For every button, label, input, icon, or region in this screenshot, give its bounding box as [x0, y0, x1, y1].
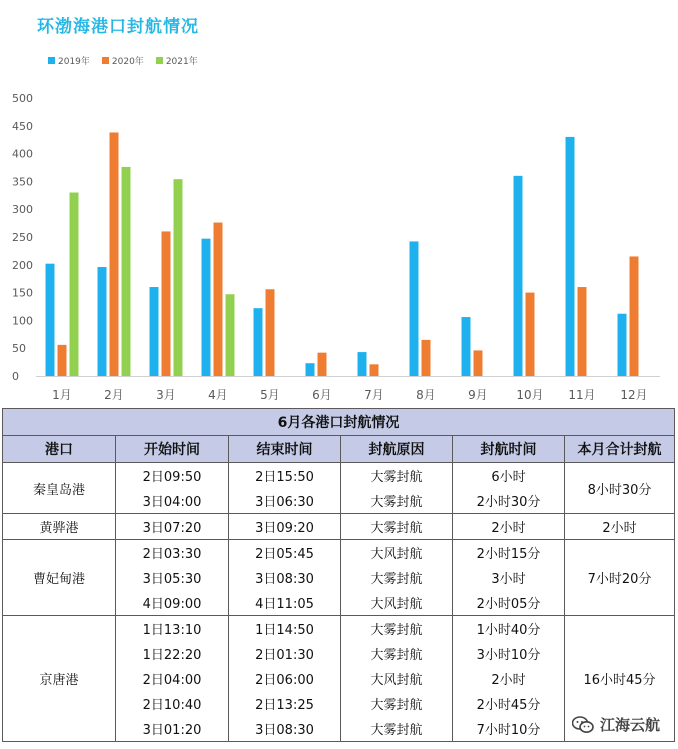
- x-tick-label: 5月: [260, 388, 280, 402]
- table-cell: 1小时40分: [453, 616, 565, 642]
- table-cell: 2日03:30: [116, 540, 229, 566]
- port-total-cell: 8小时30分: [565, 463, 675, 514]
- table-cell: 3日08:30: [229, 716, 341, 742]
- port-name-cell: 京唐港: [3, 616, 116, 742]
- port-name-cell: 曹妃甸港: [3, 540, 116, 616]
- table-cell: 大风封航: [341, 540, 453, 566]
- table-cell: 2日13:25: [229, 691, 341, 716]
- table-cell: 3日07:20: [116, 514, 229, 540]
- table-cell: 3日06:30: [229, 488, 341, 514]
- table-cell: 大雾封航: [341, 488, 453, 514]
- table-cell: 2小时30分: [453, 488, 565, 514]
- x-tick-label: 11月: [568, 388, 596, 402]
- y-tick-label: 200: [12, 258, 33, 272]
- bar: [70, 193, 79, 376]
- legend-label: 2019年: [58, 57, 90, 67]
- x-tick-label: 8月: [416, 388, 436, 402]
- table-cell: 2日09:50: [116, 463, 229, 489]
- table-cell: 大风封航: [341, 666, 453, 691]
- port-closure-table-container: [2, 408, 676, 742]
- table-cell: 3日09:20: [229, 514, 341, 540]
- table-title: 6月各港口封航情况: [3, 409, 675, 436]
- table-cell: 3小时: [453, 565, 565, 590]
- table-row: [3, 540, 675, 566]
- bar: [254, 308, 263, 376]
- bar: [174, 179, 183, 376]
- table-cell: 2小时15分: [453, 540, 565, 566]
- bar: [566, 137, 575, 376]
- bar: [306, 363, 315, 376]
- y-tick-label: 0: [12, 370, 19, 383]
- table-cell: 大雾封航: [341, 463, 453, 489]
- table-cell: 2小时45分: [453, 691, 565, 716]
- table-cell: 大雾封航: [341, 691, 453, 716]
- x-tick-label: 1月: [52, 388, 72, 402]
- table-cell: 大雾封航: [341, 716, 453, 742]
- port-name-cell: 秦皇岛港: [3, 463, 116, 514]
- table-cell: 2日01:30: [229, 641, 341, 666]
- table-cell: 3日01:20: [116, 716, 229, 742]
- x-tick-label: 6月: [312, 388, 332, 402]
- watermark-text: 江海云航: [599, 716, 660, 734]
- table-cell: 2日05:45: [229, 540, 341, 566]
- table-cell: 3日08:30: [229, 565, 341, 590]
- x-tick-label: 10月: [516, 388, 544, 402]
- legend-label: 2021年: [165, 57, 198, 67]
- y-tick-label: 150: [12, 286, 33, 300]
- bar: [514, 176, 523, 376]
- bar: [98, 267, 107, 376]
- table-cell: 2小时: [453, 666, 565, 691]
- table-cell: 2小时: [453, 514, 565, 540]
- bar: [358, 352, 367, 376]
- y-tick-label: 300: [12, 203, 33, 217]
- bar: [214, 223, 223, 376]
- bar: [370, 364, 379, 376]
- port-closure-table: [2, 408, 675, 742]
- bar: [226, 294, 235, 376]
- table-cell: 3日05:30: [116, 565, 229, 590]
- table-cell: 3日04:00: [116, 488, 229, 514]
- table-row: [3, 616, 675, 642]
- table-row: [3, 463, 675, 489]
- bar: [46, 264, 55, 376]
- y-tick-label: 500: [12, 92, 33, 105]
- x-tick-label: 9月: [468, 388, 488, 402]
- table-cell: 2小时05分: [453, 590, 565, 616]
- bar: [578, 287, 587, 376]
- y-tick-label: 350: [12, 175, 33, 189]
- table-cell: 大雾封航: [341, 616, 453, 642]
- chart-title: 环渤海港口封航情况: [37, 17, 199, 37]
- bar: [618, 314, 627, 376]
- column-header: 封航时间: [453, 436, 565, 463]
- bar: [150, 287, 159, 376]
- bar: [110, 132, 119, 376]
- table-cell: 1日22:20: [116, 641, 229, 666]
- table-cell: 3小时10分: [453, 641, 565, 666]
- bar: [630, 256, 639, 376]
- bar: [422, 340, 431, 376]
- table-cell: 1日14:50: [229, 616, 341, 642]
- port-total-cell: 16小时45分: [565, 616, 675, 742]
- bar: [410, 241, 419, 376]
- x-tick-label: 3月: [156, 388, 176, 402]
- y-tick-label: 450: [12, 119, 33, 133]
- column-header: 结束时间: [229, 436, 341, 463]
- port-total-cell: 2小时: [565, 514, 675, 540]
- bar: [202, 239, 211, 376]
- x-tick-label: 7月: [364, 388, 384, 402]
- x-tick-label: 12月: [620, 388, 648, 402]
- bar: [122, 167, 131, 376]
- column-header: 开始时间: [116, 436, 229, 463]
- table-cell: 7小时10分: [453, 716, 565, 742]
- table-cell: 2日15:50: [229, 463, 341, 489]
- column-header: 封航原因: [341, 436, 453, 463]
- table-row: [3, 514, 675, 540]
- table-cell: 4日09:00: [116, 590, 229, 616]
- table-cell: 4日11:05: [229, 590, 341, 616]
- port-total-cell: 7小时20分: [565, 540, 675, 616]
- x-tick-label: 2月: [104, 388, 124, 402]
- column-header: 本月合计封航: [565, 436, 675, 463]
- bar: [318, 353, 327, 376]
- bar: [462, 317, 471, 376]
- y-tick-label: 250: [12, 231, 33, 244]
- table-cell: 2日10:40: [116, 691, 229, 716]
- table-cell: 6小时: [453, 463, 565, 489]
- y-tick-label: 50: [12, 342, 26, 356]
- y-tick-label: 100: [12, 314, 33, 328]
- x-tick-label: 4月: [208, 388, 228, 402]
- table-cell: 大雾封航: [341, 565, 453, 590]
- table-cell: 大雾封航: [341, 514, 453, 540]
- bar: [526, 293, 535, 376]
- table-cell: 大风封航: [341, 590, 453, 616]
- table-cell: 2日06:00: [229, 666, 341, 691]
- bar: [474, 350, 483, 376]
- port-name-cell: 黄骅港: [3, 514, 116, 540]
- legend-label: 2020年: [111, 57, 144, 67]
- bar: [58, 345, 67, 376]
- watermark: [568, 712, 664, 737]
- bar: [162, 231, 171, 376]
- y-tick-label: 400: [12, 147, 33, 161]
- table-cell: 1日13:10: [116, 616, 229, 642]
- table-cell: 2日04:00: [116, 666, 229, 691]
- bar: [266, 289, 275, 376]
- wechat-icon: [572, 716, 594, 734]
- column-header: 港口: [3, 436, 116, 463]
- table-cell: 大雾封航: [341, 641, 453, 666]
